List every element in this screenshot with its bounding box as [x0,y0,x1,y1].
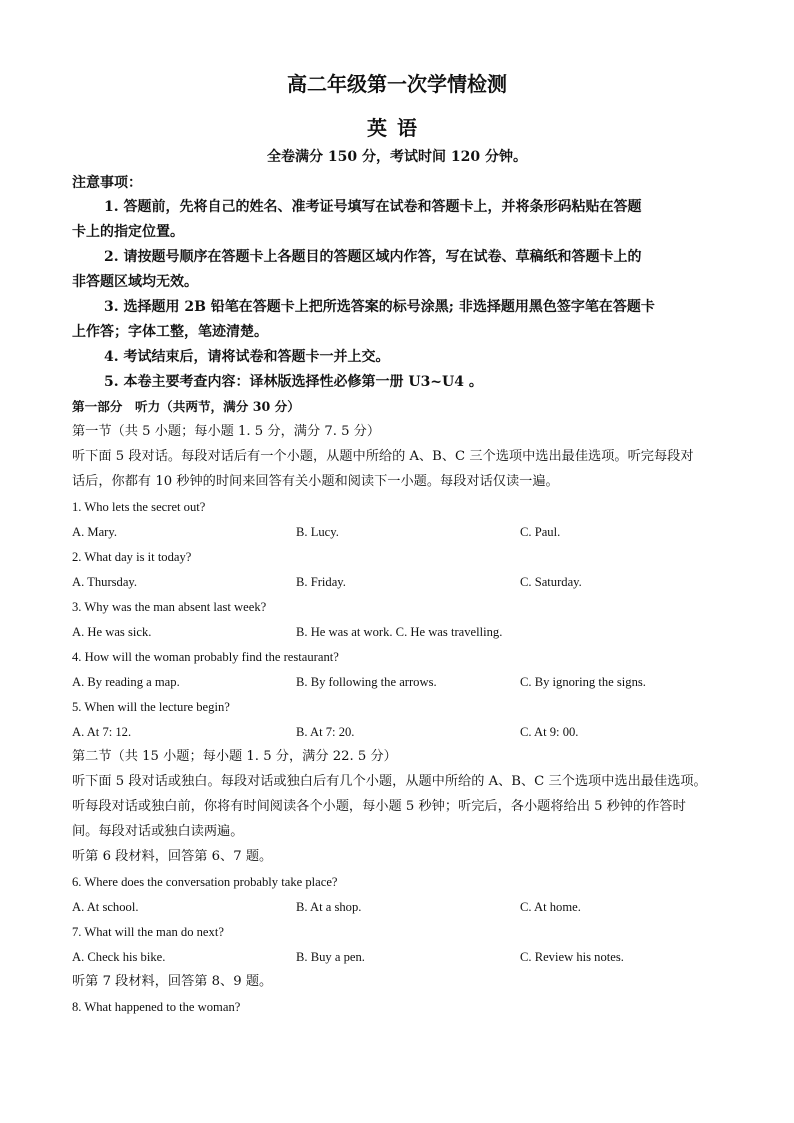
note-3-line-1: 3. 选择题用 2B 铅笔在答题卡上把所选答案的标号涂黑; 非选择题用黑色签字笔在答题卡 [104,299,655,315]
q6-option-c: C. At home. [520,900,581,914]
question-4: 4. How will the woman probably find the restaurant? [72,650,339,664]
question-8: 8. What happened to the woman? [72,1000,241,1014]
q4-option-a: A. By reading a map. [72,675,180,689]
note-3-line-2: 上作答；字体工整，笔迹清楚。 [72,324,268,340]
question-6: 6. Where does the conversation probably take place? [72,875,338,889]
q5-option-c: C. At 9: 00. [520,725,579,739]
q7-option-b: B. Buy a pen. [296,950,365,964]
material-7-note: 听第 7 段材料，回答第 8、9 题。 [72,974,273,989]
exam-title: 高二年级第一次学情检测 [287,72,507,96]
exam-meta: 全卷满分 150 分，考试时间 120 分钟。 [267,149,527,165]
q6-option-a: A. At school. [72,900,139,914]
q1-option-c: C. Paul. [520,525,561,539]
section2-instruction-line-1: 听下面 5 段对话或独白。每段对话或独白后有几个小题，从题中所给的 A、B、C 三个选项中选出最佳选项。 [72,774,707,789]
note-5: 5. 本卷主要考查内容：译林版选择性必修第一册 U3~U4 。 [104,374,483,390]
q5-option-a: A. At 7: 12. [72,725,132,739]
notes-heading: 注意事项： [72,175,142,191]
q4-option-b: B. By following the arrows. [296,675,437,689]
section2-instruction-line-3: 间。每段对话或独白读两遍。 [72,824,244,839]
section1-instruction-line-1: 听下面 5 段对话。每段对话后有一个小题，从题中所给的 A、B、C 三个选项中选出最佳选项。听完每段对 [72,449,694,464]
section2-heading: 第二节（共 15 小题；每小题 1. 5 分，满分 22. 5 分） [72,749,397,764]
note-1-line-2: 卡上的指定位置。 [72,224,184,240]
note-4: 4. 考试结束后，请将试卷和答题卡一并上交。 [104,349,390,365]
question-7: 7. What will the man do next? [72,925,224,939]
section2-instruction-line-2: 听每段对话或独白前，你将有时间阅读各个小题，每小题 5 秒钟；听完后，各小题将给出 5 秒钟的作答时 [72,799,686,814]
section1-instruction-line-2: 话后，你都有 10 秒钟的时间来回答有关小题和阅读下一小题。每段对话仅读一遍。 [72,474,559,489]
q2-option-c: C. Saturday. [520,575,582,589]
note-2-line-1: 2. 请按题号顺序在答题卡上各题目的答题区域内作答，写在试卷、草稿纸和答题卡上的 [104,249,642,265]
q1-option-b: B. Lucy. [296,525,339,539]
q6-option-b: B. At a shop. [296,900,362,914]
q4-option-c: C. By ignoring the signs. [520,675,646,689]
q3-option-a: A. He was sick. [72,625,152,639]
q5-option-b: B. At 7: 20. [296,725,355,739]
question-2: 2. What day is it today? [72,550,192,564]
question-3: 3. Why was the man absent last week? [72,600,267,614]
subject-title: 英语 [367,116,427,140]
note-2-line-2: 非答题区域均无效。 [72,274,198,290]
q2-option-b: B. Friday. [296,575,346,589]
q2-option-a: A. Thursday. [72,575,138,589]
note-1-line-1: 1. 答题前，先将自己的姓名、准考证号填写在试卷和答题卡上，并将条形码粘贴在答题 [104,199,642,215]
question-1: 1. Who lets the secret out? [72,500,206,514]
part1-heading: 第一部分 听力（共两节，满分 30 分） [72,399,300,414]
question-5: 5. When will the lecture begin? [72,700,230,714]
q7-option-a: A. Check his bike. [72,950,166,964]
q1-option-a: A. Mary. [72,525,118,539]
section1-heading: 第一节（共 5 小题；每小题 1. 5 分，满分 7. 5 分） [72,424,381,439]
q7-option-c: C. Review his notes. [520,950,624,964]
material-6-note: 听第 6 段材料，回答第 6、7 题。 [72,849,273,864]
q3-option-b-c: B. He was at work. C. He was travelling. [296,625,503,639]
